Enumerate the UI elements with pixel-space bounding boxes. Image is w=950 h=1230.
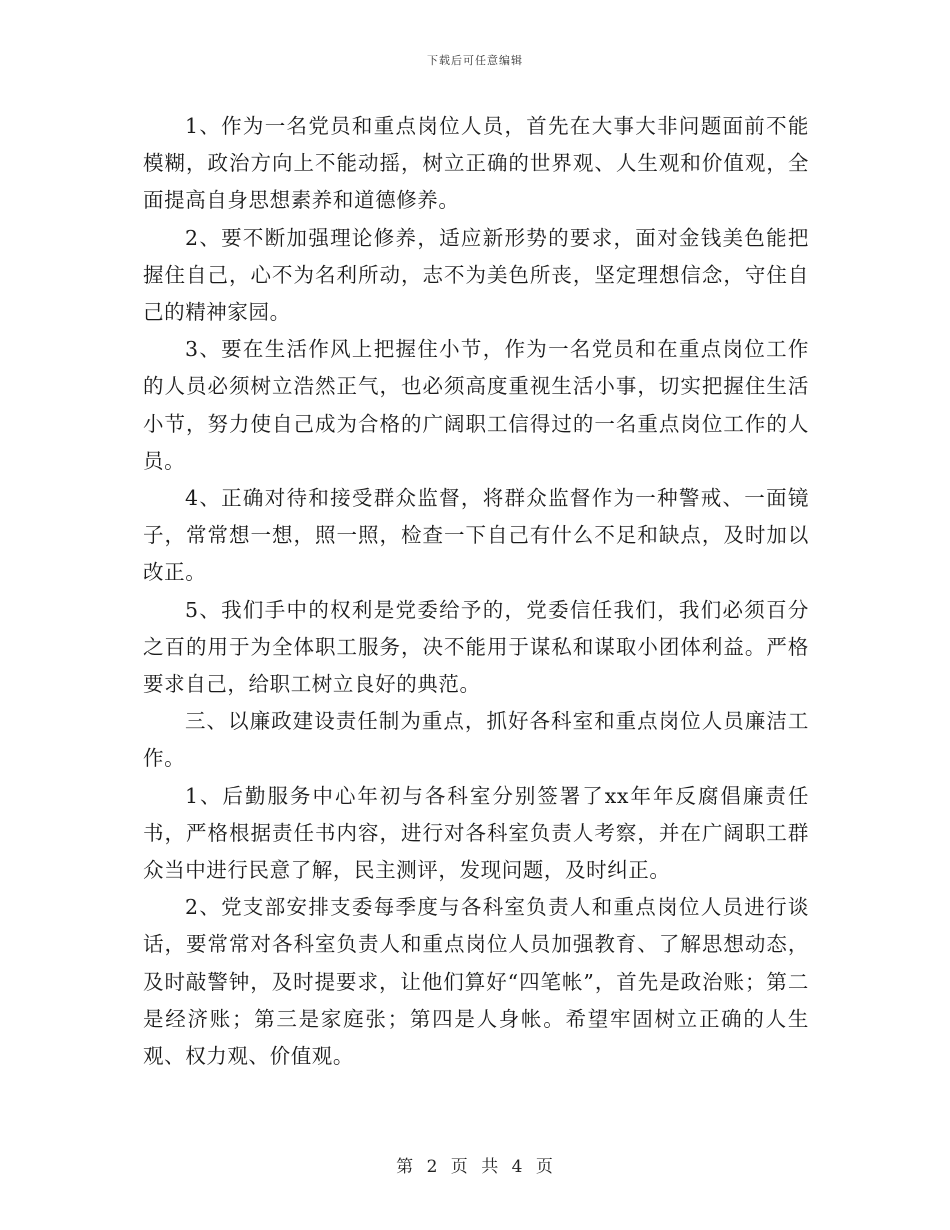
paragraph-4: 4、正确对待和接受群众监督，将群众监督作为一种警戒、一面镜子，常常想一想，照一照，检查一下自己有什么不足和缺点，及时加以改正。 [143,486,809,585]
page-header: 下载后可任意编辑 [427,54,523,67]
page-footer: 第 2 页 共 4 页 [396,1157,554,1177]
paragraph-7: 2、党支部安排支委每季度与各科室负责人和重点岗位人员进行谈话，要常常对各科室负责人和重点岗位人员加强教育、了解思想动态，及时敲警钟，及时提要求，让他们算好“四笔帐”，首先是政治账；第二是经济账；第三是家庭张；第四是人身帐。希望牢固树立正确的人生观、权力观、价值观。 [143,895,809,1069]
paragraph-2: 2、要不断加强理论修养，适应新形势的要求，面对金钱美色能把握住自己，心不为名利所动，志不为美色所丧，坚定理想信念，守住自己的精神家园。 [143,225,809,325]
paragraph-5: 5、我们手中的权利是党委给予的，党委信任我们，我们必须百分之百的用于为全体职工服务，决不能用于谋私和谋取小团体利益。严格要求自己，给职工树立良好的典范。 [143,597,809,697]
section-heading-3: 三、以廉政建设责任制为重点，抓好各科室和重点岗位人员廉洁工作。 [143,709,809,771]
paragraph-3: 3、要在生活作风上把握住小节，作为一名党员和在重点岗位工作的人员必须树立浩然正气，也必须高度重视生活小事，切实把握住生活小节，努力使自己成为合格的广阔职工信得过的一名重点岗位工作的人员。 [143,337,809,473]
paragraph-1: 1、作为一名党员和重点岗位人员，首先在大事大非问题面前不能模糊，政治方向上不能动摇，树立正确的世界观、人生观和价值观，全面提高自身思想素养和道德修养。 [143,114,809,213]
paragraph-6: 1、后勤服务中心年初与各科室分别签署了xx年年反腐倡廉责任书，严格根据责任书内容，进行对各科室负责人考察，并在广阔职工群众当中进行民意了解，民主测评，发现问题，及时纠正。 [143,783,809,883]
document-body [143,108,809,1075]
